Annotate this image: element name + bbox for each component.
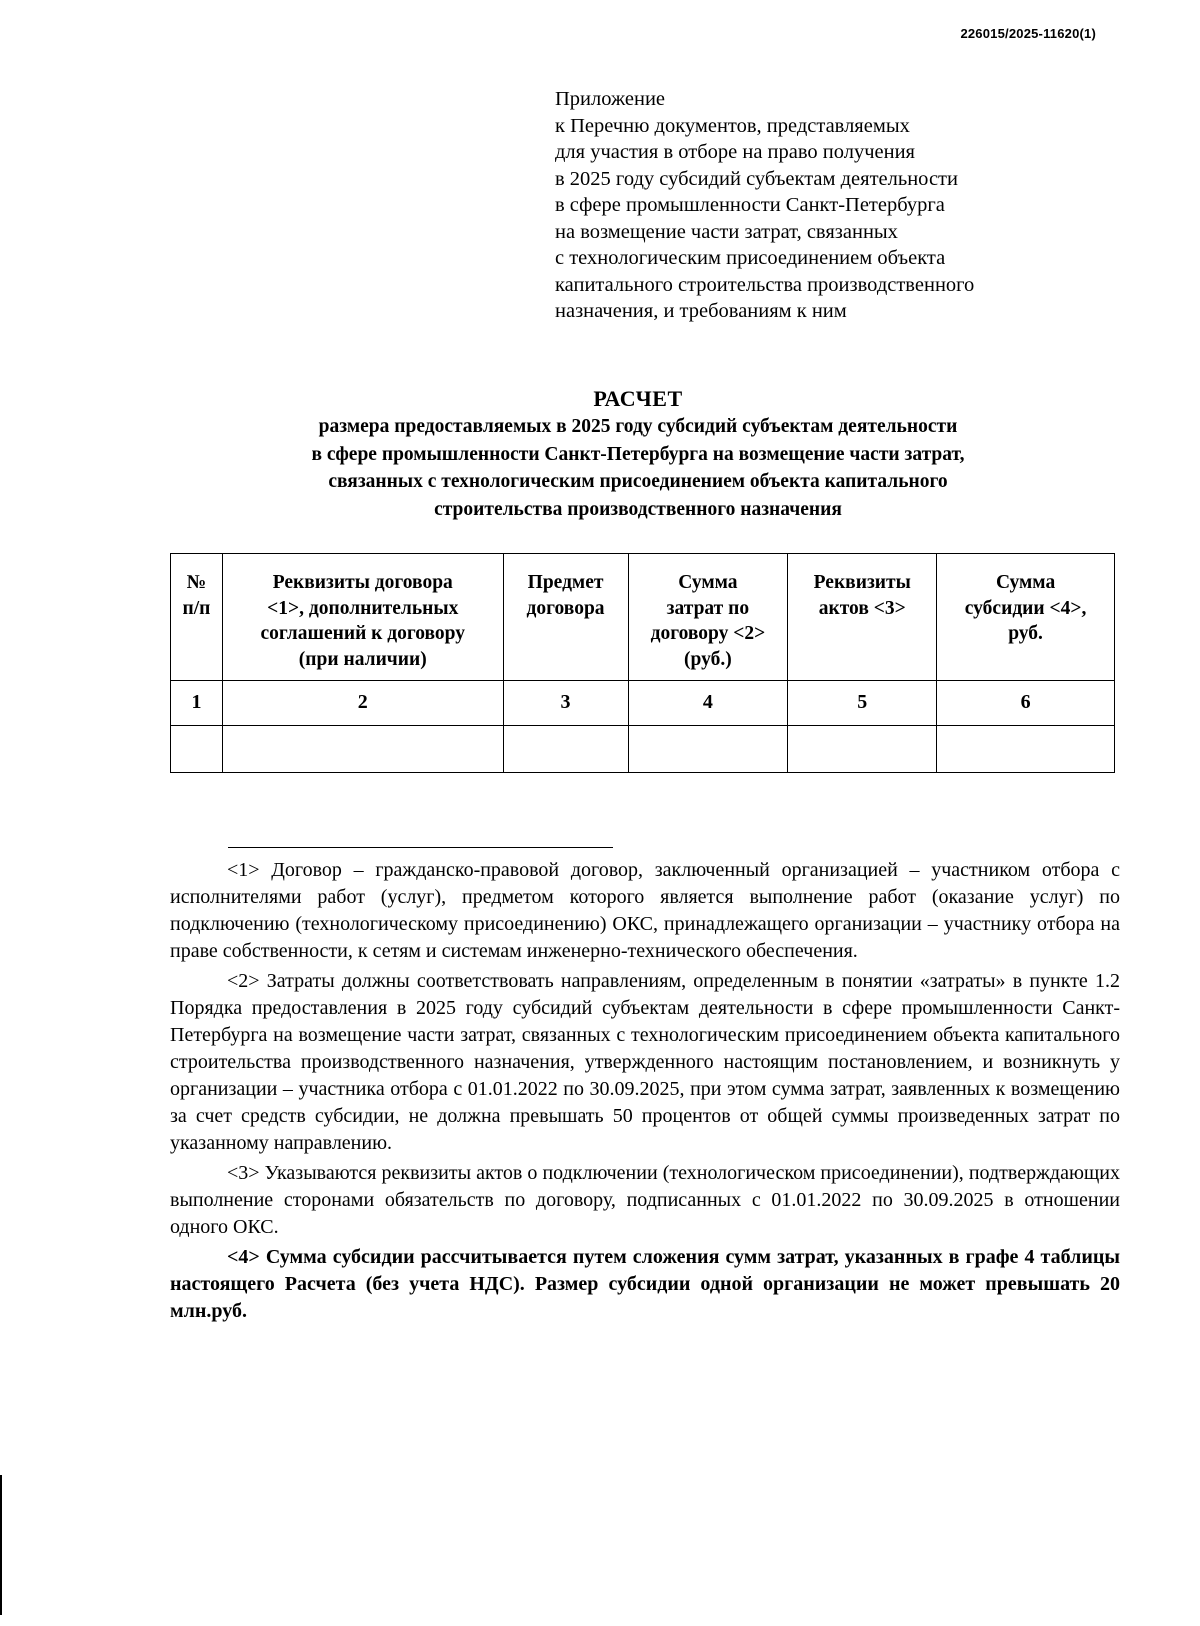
table-row — [171, 726, 1115, 773]
footnote-divider — [228, 847, 613, 848]
footnote-1: <1> Договор – гражданско-правовой договор, заключенный организацией – участником отбора с исполнителями работ (услуг), предметом которого является выполнение работ (оказание услуг) по подключению (технологическому присоединению) ОКС, принадлежащего организации – участнику отбора на праве собственности, к сетям и системам инженерно-технического обеспечения. — [170, 859, 1120, 962]
header-line: Предмет — [527, 572, 604, 593]
appendix-header — [555, 86, 1095, 325]
header-subsidy-amount — [937, 554, 1115, 681]
column-number: 5 — [788, 681, 937, 726]
subtitle-line: связанных с технологическим присоединением объекта капитального — [328, 471, 948, 492]
header-act-details — [788, 554, 937, 681]
appendix-line: Приложение — [555, 88, 666, 110]
header-contract-subject — [503, 554, 628, 681]
header-line: субсидии <4>, — [964, 597, 1087, 619]
header-line: Сумма — [678, 572, 738, 593]
header-contract-cost — [628, 554, 788, 681]
column-number: 6 — [937, 681, 1115, 726]
header-line: Сумма — [995, 572, 1056, 593]
table-cell — [171, 726, 223, 773]
table-cell — [628, 726, 788, 773]
header-line: Реквизиты договора — [272, 572, 453, 593]
header-line: договора — [526, 597, 605, 619]
header-line: затрат по — [666, 597, 750, 619]
header-line: п/п — [182, 597, 211, 619]
column-number-row — [171, 681, 1115, 726]
table-cell — [937, 726, 1115, 773]
header-row-number — [171, 554, 223, 681]
document-title — [170, 385, 1106, 523]
header-line: (руб.) — [684, 648, 732, 670]
column-number: 2 — [222, 681, 503, 726]
appendix-line: к Перечню документов, представляемых — [555, 114, 910, 137]
appendix-line: в 2025 году субсидий субъектам деятельности — [555, 167, 958, 190]
appendix-line: назначения, и требованиям к ним — [555, 300, 847, 322]
footnotes — [170, 857, 1120, 1328]
header-line: руб. — [1008, 623, 1043, 644]
appendix-line: для участия в отборе на право получения — [555, 141, 915, 163]
header-line: актов <3> — [818, 597, 906, 619]
header-line: договору <2> — [650, 623, 766, 644]
table-cell — [788, 726, 937, 773]
column-number: 4 — [628, 681, 788, 726]
footnote-4: <4> Сумма субсидии рассчитывается путем сложения сумм затрат, указанных в графе 4 таблицы настоящего Расчета (без учета НДС). Размер субсидии одной организации не может превышать 20 млн.руб. — [170, 1246, 1120, 1322]
table-header-row — [171, 554, 1115, 681]
header-line: Реквизиты — [813, 572, 911, 593]
table-cell — [222, 726, 503, 773]
header-contract-details — [222, 554, 503, 681]
subtitle-line: размера предоставляемых в 2025 году субсидий субъектам деятельности — [318, 416, 958, 437]
column-number: 3 — [503, 681, 628, 726]
document-number: 226015/2025-11620(1) — [960, 26, 1096, 41]
footnote-2: <2> Затраты должны соответствовать направлениям, определенным в понятии «затраты» в пункте 1.2 Порядка предоставления в 2025 году субсидий субъектам деятельности в сфере промышленности Санкт-Петербурга на возмещение части затрат, связанных с технологическим присоединением объекта капитального строительства производственного назначения, утвержденного настоящим постановлением, и возникнуть у организации – участника отбора с 01.01.2022 по 30.09.2025, при этом сумма затрат, заявленных к возмещению за счет средств субсидии, не должна превышать 50 процентов от общей суммы произведенных затрат по указанному направлению. — [170, 970, 1120, 1154]
page-title: РАСЧЕТ — [593, 386, 683, 411]
table-cell — [503, 726, 628, 773]
header-line: соглашений к договору — [260, 623, 466, 644]
header-line: (при наличии) — [298, 648, 427, 670]
appendix-line: с технологическим присоединением объекта — [555, 247, 946, 269]
scan-edge-mark — [0, 1475, 2, 1615]
footnote-3: <3> Указываются реквизиты актов о подключении (технологическом присоединении), подтверждающих выполнение сторонами обязательств по договору, подписанных с 01.01.2022 по 30.09.2025 в отношении одного ОКС. — [170, 1162, 1120, 1238]
calculation-table — [170, 553, 1115, 773]
column-number: 1 — [171, 681, 223, 726]
subtitle-line: в сфере промышленности Санкт-Петербурга на возмещение части затрат, — [311, 443, 965, 465]
appendix-line: на возмещение части затрат, связанных — [555, 220, 898, 243]
subtitle-line: строительства производственного назначения — [434, 498, 842, 520]
header-line: <1>, дополнительных — [267, 597, 459, 619]
header-line: № — [186, 572, 207, 593]
appendix-line: в сфере промышленности Санкт-Петербурга — [555, 194, 945, 216]
appendix-line: капитального строительства производственного — [555, 273, 975, 296]
